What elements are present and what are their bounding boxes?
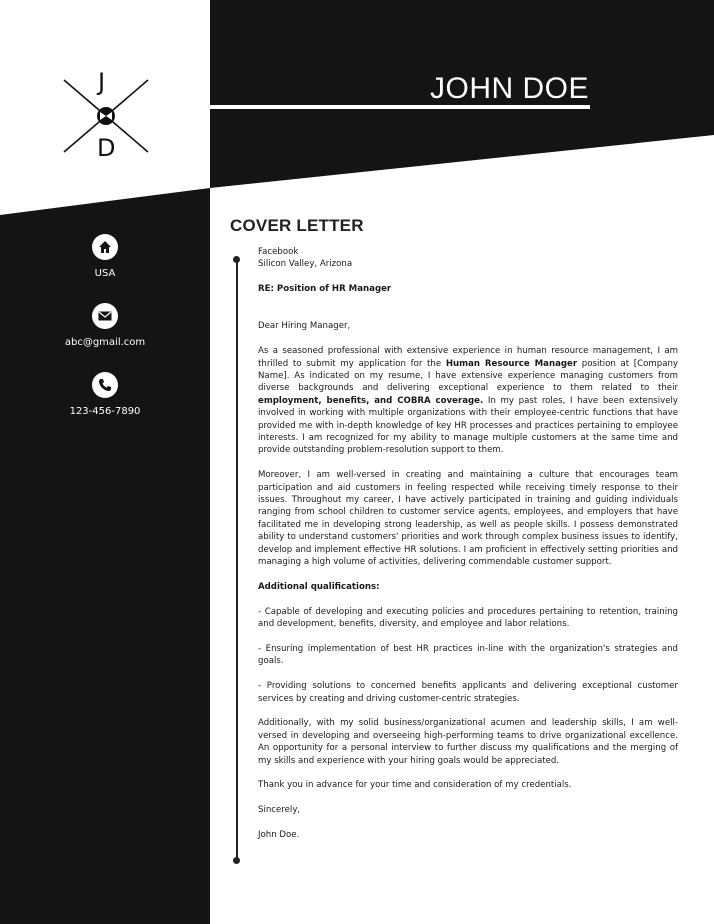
phone-icon — [92, 372, 118, 398]
contact-phone — [0, 372, 210, 417]
qualification-item: - Ensuring implementation of best HR practices in-line with the organization's strategies and goals. — [258, 643, 678, 667]
contact-email-label[interactable]: abc@gmail.com — [64, 337, 146, 348]
monogram-top-letter: J — [98, 68, 106, 96]
qualification-item: - Providing solutions to concerned benefits applicants and delivering exceptional customer services by creating and driving customer-centric strategies. — [258, 681, 678, 704]
company-name: Facebook — [258, 247, 299, 257]
monogram-logo — [56, 68, 156, 162]
paragraph-1: As a seasoned professional with extensive experience in human resource management, I am thrilled to submit my application for the Human Resource Manager position at [Company Name]. As indicated on my resume, I have extensive experience managing customers from diverse backgrounds and delivering exceptional experience to them related to their employment, benefits, and COBRA coverage. In my past roles, I have been extensively involved in working with multiple organizations with their employee-centric functions that have provided me with in-depth knowledge of key HR processes and practices pertaining to employee interests. I am recognized for my ability to manage multiple customers at the same time and provide outstanding problem-resolution support to them. — [258, 346, 679, 456]
closing: Sincerely, — [258, 805, 301, 816]
contact-location-label: USA — [94, 268, 116, 279]
salutation: Dear Hiring Manager, — [258, 321, 351, 332]
contact-phone-label: 123-456-7890 — [69, 406, 141, 417]
contact-location — [0, 234, 210, 279]
envelope-icon — [92, 303, 118, 329]
home-icon — [92, 234, 118, 260]
signature: John Doe. — [258, 829, 300, 840]
timeline-end-dot — [233, 857, 240, 864]
qualification-item: - Capable of developing and executing policies and procedures pertaining to retention, training and development, benefits, diversity, and employee and labor relations. — [258, 606, 678, 630]
paragraph-2: Moreover, I am well-versed in creating and maintaining a culture that encourages team participation and aid customers in feeling respected while receiving timely response to their issues. Throughout my career, I have actively participated in training and guiding individuals ranging from school children to customer service agents, employees, and employers that have facilitated me in developing strong leadership, as well as people skills. I possess demonstrated ability to understand customers' priorities and work through complex business issues to identify, develop and implement effective HR solutions. I am proficient in effectively setting priorities and managing a high volume of activities, delivering commendable customer support. — [258, 470, 678, 568]
re-line: RE: Position of HR Manager — [258, 284, 392, 295]
applicant-name: JOHN DOE — [430, 72, 590, 105]
name-underline — [210, 105, 590, 109]
qualifications-heading: Additional qualifications: — [258, 581, 380, 592]
monogram-bottom-letter: D — [97, 134, 116, 162]
timeline-line — [236, 262, 238, 860]
paragraph-3: Additionally, with my solid business/organizational acumen and leadership skills, I am well-versed in developing and overseeing high-performing teams to drive organizational excellence. An opportunity for a personal interview to further discuss my qualifications and the merging of my skills and experience with your hiring goals would be appreciated. — [258, 718, 678, 766]
contact-email — [0, 303, 210, 348]
letter-body — [258, 246, 678, 854]
paragraph-4: Thank you in advance for your time and consideration of my credentials. — [258, 780, 572, 791]
company-location: Silicon Valley, Arizona — [258, 259, 353, 270]
letter-title: COVER LETTER — [230, 216, 364, 235]
